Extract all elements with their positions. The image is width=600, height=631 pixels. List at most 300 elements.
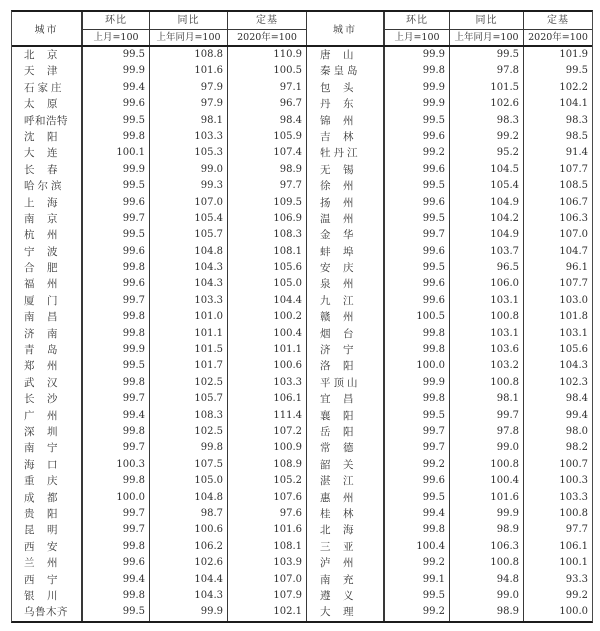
value-fixedbase: 104.7: [559, 245, 588, 257]
city-cell: 大 理: [307, 604, 385, 620]
value-fixedbase: 105.6: [559, 344, 588, 356]
city-cell: 岳 阳: [307, 424, 385, 440]
city-cell: 常 德: [307, 440, 385, 456]
value-yoy: 105.0: [150, 473, 228, 489]
value-yoy: 98.3: [450, 113, 524, 129]
value-fixedbase: 99.5: [565, 65, 588, 77]
value-mom: 99.8: [83, 473, 150, 489]
value-mom: 99.6: [83, 276, 150, 292]
value-yoy: 104.9: [450, 195, 524, 211]
value-fixedbase: 109.5: [228, 195, 307, 211]
header-fixedbase-right-base: 2020年=100: [528, 32, 588, 43]
value-fixedbase: 108.9: [228, 457, 307, 473]
value-mom: 99.4: [385, 506, 450, 522]
value-mom: 99.5: [385, 490, 450, 506]
header-yoy-right-base: 上年同月=100: [454, 32, 519, 43]
value-fixedbase: 107.2: [228, 424, 307, 440]
value-fixedbase: 100.0: [559, 606, 588, 618]
table-row: [12, 63, 592, 79]
table-row: [12, 522, 592, 538]
city-cell: 无 锡: [307, 162, 385, 178]
table-row: [12, 129, 592, 145]
city-cell: 襄 阳: [307, 408, 385, 424]
value-mom: 99.5: [385, 408, 450, 424]
value-yoy: 102.5: [150, 375, 228, 391]
value-mom: 100.4: [385, 539, 450, 555]
city-cell: 呼和浩特: [12, 113, 83, 129]
value-yoy: 104.3: [150, 260, 228, 276]
value-fixedbase: 107.6: [228, 490, 307, 506]
table-row: [12, 555, 592, 571]
value-fixedbase: 107.4: [228, 145, 307, 161]
city-cell: 唐 山: [307, 47, 385, 63]
value-yoy: 101.6: [450, 490, 524, 506]
city-cell: 桂 林: [307, 506, 385, 522]
value-mom: 99.7: [385, 227, 450, 243]
table-row: [12, 244, 592, 260]
value-yoy: 98.1: [150, 113, 228, 129]
value-mom: 99.8: [385, 391, 450, 407]
table-row: [12, 440, 592, 456]
value-yoy: 104.8: [150, 490, 228, 506]
value-mom: 99.6: [385, 293, 450, 309]
city-cell: 宁 波: [12, 244, 83, 260]
header-fixedbase-right-label: 定基: [524, 12, 592, 30]
value-yoy: 99.3: [150, 178, 228, 194]
value-fixedbase: 101.9: [559, 49, 588, 60]
value-fixedbase: 102.2: [559, 81, 588, 93]
city-cell: 福 州: [12, 276, 83, 292]
value-yoy: 101.6: [150, 63, 228, 79]
value-mom: 99.9: [83, 63, 150, 79]
value-mom: 100.0: [385, 358, 450, 374]
value-fixedbase: 107.0: [559, 229, 588, 241]
table-row: [12, 80, 592, 96]
value-fixedbase: 108.3: [228, 227, 307, 243]
value-mom: 99.9: [83, 342, 150, 358]
table-row: [12, 113, 592, 129]
value-yoy: 105.7: [150, 391, 228, 407]
table-row: [12, 178, 592, 194]
city-cell: 温 州: [307, 211, 385, 227]
header-fixedbase-left-label: 定基: [228, 12, 306, 30]
value-yoy: 97.9: [150, 80, 228, 96]
value-mom: 99.8: [83, 424, 150, 440]
city-cell: 哈尔滨: [12, 178, 83, 194]
value-yoy: 101.1: [150, 326, 228, 342]
value-yoy: 108.8: [150, 47, 228, 63]
value-mom: 99.8: [83, 588, 150, 604]
value-yoy: 104.5: [450, 162, 524, 178]
city-cell: 三 亚: [307, 539, 385, 555]
value-mom: 99.6: [83, 96, 150, 112]
city-cell: 厦 门: [12, 293, 83, 309]
city-cell: 秦皇岛: [307, 63, 385, 79]
value-fixedbase: 100.7: [559, 458, 588, 470]
value-yoy: 99.9: [150, 604, 228, 620]
header-fixedbase-left: [228, 12, 307, 45]
city-cell: 北 京: [12, 47, 83, 63]
value-fixedbase: 96.7: [228, 96, 307, 112]
value-yoy: 108.3: [150, 408, 228, 424]
table-row: [12, 309, 592, 325]
value-yoy: 103.2: [450, 358, 524, 374]
header-yoy-left-label: 同比: [150, 12, 227, 30]
value-yoy: 104.4: [150, 572, 228, 588]
value-yoy: 100.8: [450, 457, 524, 473]
value-mom: 99.2: [385, 555, 450, 571]
city-cell: 上 海: [12, 195, 83, 211]
city-cell: 青 岛: [12, 342, 83, 358]
value-yoy: 99.0: [450, 440, 524, 456]
value-fixedbase: 100.1: [559, 557, 588, 569]
value-yoy: 105.4: [150, 211, 228, 227]
table-header: [12, 12, 592, 47]
value-mom: 100.3: [83, 457, 150, 473]
table-row: [12, 375, 592, 391]
value-fixedbase: 98.4: [228, 113, 307, 129]
city-cell: 金 华: [307, 227, 385, 243]
value-yoy: 100.8: [450, 555, 524, 571]
value-fixedbase: 102.1: [228, 604, 307, 620]
value-mom: 99.6: [385, 473, 450, 489]
value-fixedbase: 108.1: [228, 244, 307, 260]
city-cell: 沈 阳: [12, 129, 83, 145]
value-mom: 99.9: [385, 47, 450, 63]
city-cell: 广 州: [12, 408, 83, 424]
city-cell: 济 宁: [307, 342, 385, 358]
value-mom: 99.6: [385, 162, 450, 178]
value-fixedbase: 97.6: [228, 506, 307, 522]
value-fixedbase: 97.1: [228, 80, 307, 96]
city-cell: 武 汉: [12, 375, 83, 391]
value-mom: 99.5: [83, 358, 150, 374]
table-row: [12, 490, 592, 506]
city-cell: 重 庆: [12, 473, 83, 489]
value-mom: 99.5: [83, 47, 150, 63]
value-fixedbase: 98.0: [565, 425, 588, 437]
value-yoy: 101.5: [450, 80, 524, 96]
value-mom: 99.5: [83, 604, 150, 620]
value-mom: 99.7: [83, 391, 150, 407]
table-row: [12, 326, 592, 342]
value-mom: 99.6: [385, 244, 450, 260]
value-mom: 99.8: [83, 539, 150, 555]
value-yoy: 99.5: [450, 47, 524, 63]
value-yoy: 104.3: [150, 276, 228, 292]
header-yoy-left-base: 上年同月=100: [156, 32, 221, 43]
value-fixedbase: 106.1: [559, 540, 588, 552]
value-fixedbase: 100.8: [559, 507, 588, 519]
value-fixedbase: 105.2: [228, 473, 307, 489]
value-mom: 99.2: [385, 604, 450, 620]
value-fixedbase: 106.7: [559, 196, 588, 208]
value-yoy: 95.2: [450, 145, 524, 161]
value-fixedbase: 102.3: [559, 376, 588, 388]
value-yoy: 97.8: [450, 424, 524, 440]
table-row: [12, 358, 592, 374]
value-yoy: 104.3: [150, 588, 228, 604]
city-cell: 丹 东: [307, 96, 385, 112]
value-yoy: 104.8: [150, 244, 228, 260]
value-yoy: 106.3: [450, 539, 524, 555]
value-yoy: 104.9: [450, 227, 524, 243]
value-mom: 99.7: [83, 211, 150, 227]
city-cell: 合 肥: [12, 260, 83, 276]
header-mom-right-label: 环比: [385, 12, 449, 30]
value-mom: 100.1: [83, 145, 150, 161]
value-fixedbase: 108.5: [559, 180, 588, 192]
value-fixedbase: 111.4: [228, 408, 307, 424]
table-row: [12, 260, 592, 276]
city-cell: 西 宁: [12, 572, 83, 588]
city-cell: 宜 昌: [307, 391, 385, 407]
value-mom: 99.7: [83, 506, 150, 522]
value-yoy: 103.6: [450, 342, 524, 358]
city-cell: 洛 阳: [307, 358, 385, 374]
city-cell: 太 原: [12, 96, 83, 112]
value-mom: 99.5: [385, 178, 450, 194]
value-mom: 99.9: [83, 162, 150, 178]
city-cell: 石家庄: [12, 80, 83, 96]
value-mom: 99.9: [385, 80, 450, 96]
table-body: [12, 47, 592, 621]
city-cell: 杭 州: [12, 227, 83, 243]
value-fixedbase: 103.0: [559, 294, 588, 306]
city-cell: 安 庆: [307, 260, 385, 276]
value-fixedbase: 98.4: [565, 393, 588, 405]
value-fixedbase: 91.4: [565, 147, 588, 159]
value-yoy: 102.6: [150, 555, 228, 571]
value-mom: 99.7: [83, 293, 150, 309]
city-cell: 北 海: [307, 522, 385, 538]
value-yoy: 94.8: [450, 572, 524, 588]
value-mom: 99.6: [83, 555, 150, 571]
value-yoy: 107.0: [150, 195, 228, 211]
value-fixedbase: 103.9: [228, 555, 307, 571]
city-cell: 郑 州: [12, 358, 83, 374]
table-row: [12, 572, 592, 588]
value-mom: 99.8: [83, 326, 150, 342]
header-mom-right-base: 上月=100: [394, 32, 440, 43]
value-yoy: 102.6: [450, 96, 524, 112]
value-yoy: 103.1: [450, 326, 524, 342]
city-cell: 西 安: [12, 539, 83, 555]
value-fixedbase: 105.9: [228, 129, 307, 145]
value-mom: 99.4: [83, 572, 150, 588]
value-yoy: 99.8: [150, 440, 228, 456]
price-index-table: [11, 10, 593, 623]
city-cell: 泸 州: [307, 555, 385, 571]
header-city-right: [307, 12, 385, 45]
city-cell: 吉 林: [307, 129, 385, 145]
value-fixedbase: 98.9: [228, 162, 307, 178]
value-fixedbase: 104.3: [559, 360, 588, 372]
value-yoy: 107.5: [150, 457, 228, 473]
value-mom: 99.8: [83, 260, 150, 276]
header-city-right-label: 城市: [333, 25, 357, 36]
table-row: [12, 539, 592, 555]
city-cell: 惠 州: [307, 490, 385, 506]
city-cell: 韶 关: [307, 457, 385, 473]
value-fixedbase: 105.6: [228, 260, 307, 276]
value-fixedbase: 108.1: [228, 539, 307, 555]
value-mom: 99.5: [385, 260, 450, 276]
table-row: [12, 424, 592, 440]
table-row: [12, 588, 592, 604]
value-yoy: 106.0: [450, 276, 524, 292]
value-fixedbase: 107.0: [228, 572, 307, 588]
city-cell: 南 充: [307, 572, 385, 588]
header-mom-left: [83, 12, 150, 45]
value-yoy: 102.5: [150, 424, 228, 440]
header-mom-left-base: 上月=100: [93, 32, 139, 43]
table-row: [12, 47, 592, 63]
value-mom: 99.4: [83, 408, 150, 424]
table-row: [12, 162, 592, 178]
value-mom: 99.1: [385, 572, 450, 588]
city-cell: 乌鲁木齐: [12, 604, 83, 620]
value-mom: 99.8: [83, 129, 150, 145]
value-yoy: 99.9: [450, 506, 524, 522]
value-fixedbase: 100.9: [228, 440, 307, 456]
value-mom: 99.8: [83, 309, 150, 325]
city-cell: 锦 州: [307, 113, 385, 129]
city-cell: 长 春: [12, 162, 83, 178]
city-cell: 徐 州: [307, 178, 385, 194]
value-mom: 99.9: [385, 96, 450, 112]
value-yoy: 103.1: [450, 293, 524, 309]
value-yoy: 106.2: [150, 539, 228, 555]
city-cell: 遵 义: [307, 588, 385, 604]
city-cell: 平顶山: [307, 375, 385, 391]
table-row: [12, 408, 592, 424]
value-mom: 99.6: [385, 195, 450, 211]
value-mom: 99.8: [385, 326, 450, 342]
value-fixedbase: 104.4: [228, 293, 307, 309]
value-fixedbase: 98.3: [565, 114, 588, 126]
table-row: [12, 391, 592, 407]
value-yoy: 105.7: [150, 227, 228, 243]
value-fixedbase: 99.2: [565, 589, 588, 601]
value-fixedbase: 100.3: [559, 475, 588, 487]
value-yoy: 104.2: [450, 211, 524, 227]
value-fixedbase: 98.5: [565, 130, 588, 142]
value-mom: 100.0: [83, 490, 150, 506]
value-mom: 99.9: [385, 375, 450, 391]
table-row: [12, 211, 592, 227]
value-fixedbase: 103.3: [228, 375, 307, 391]
city-cell: 蚌 埠: [307, 244, 385, 260]
city-cell: 包 头: [307, 80, 385, 96]
value-fixedbase: 110.9: [228, 47, 307, 63]
value-yoy: 103.3: [150, 129, 228, 145]
city-cell: 贵 阳: [12, 506, 83, 522]
table-row: [12, 227, 592, 243]
value-fixedbase: 106.9: [228, 211, 307, 227]
value-mom: 99.4: [83, 80, 150, 96]
table-row: [12, 96, 592, 112]
table-row: [12, 473, 592, 489]
value-yoy: 100.4: [450, 473, 524, 489]
table-row: [12, 342, 592, 358]
table-row: [12, 276, 592, 292]
table-row: [12, 506, 592, 522]
value-mom: 99.6: [385, 276, 450, 292]
city-cell: 烟 台: [307, 326, 385, 342]
value-yoy: 98.1: [450, 391, 524, 407]
value-mom: 99.5: [385, 211, 450, 227]
city-cell: 南 京: [12, 211, 83, 227]
value-yoy: 101.7: [150, 358, 228, 374]
value-fixedbase: 97.7: [565, 524, 588, 536]
header-fixedbase-right: [524, 12, 592, 45]
value-mom: 99.7: [83, 440, 150, 456]
city-cell: 深 圳: [12, 424, 83, 440]
table-row: [12, 145, 592, 161]
value-yoy: 100.6: [150, 522, 228, 538]
value-mom: 99.8: [385, 63, 450, 79]
value-fixedbase: 97.7: [228, 178, 307, 194]
value-mom: 99.5: [83, 178, 150, 194]
table-row: [12, 604, 592, 620]
table-row: [12, 457, 592, 473]
value-mom: 99.6: [83, 195, 150, 211]
value-fixedbase: 106.3: [559, 212, 588, 224]
city-cell: 银 川: [12, 588, 83, 604]
value-fixedbase: 101.6: [228, 522, 307, 538]
value-yoy: 96.5: [450, 260, 524, 276]
value-yoy: 105.3: [150, 145, 228, 161]
value-fixedbase: 96.1: [565, 262, 588, 274]
value-fixedbase: 107.9: [228, 588, 307, 604]
city-cell: 南 宁: [12, 440, 83, 456]
value-yoy: 100.8: [450, 309, 524, 325]
header-yoy-right-label: 同比: [450, 12, 523, 30]
value-yoy: 99.0: [150, 162, 228, 178]
value-fixedbase: 103.3: [559, 491, 588, 503]
header-city-left: [12, 12, 83, 45]
value-mom: 99.7: [385, 424, 450, 440]
value-fixedbase: 107.7: [559, 163, 588, 175]
value-yoy: 98.9: [450, 522, 524, 538]
city-cell: 扬 州: [307, 195, 385, 211]
value-yoy: 98.9: [450, 604, 524, 620]
value-fixedbase: 100.4: [228, 326, 307, 342]
value-fixedbase: 98.2: [565, 442, 588, 454]
city-cell: 南 昌: [12, 309, 83, 325]
city-cell: 长 沙: [12, 391, 83, 407]
header-mom-left-label: 环比: [83, 12, 149, 30]
value-fixedbase: 101.1: [228, 342, 307, 358]
value-mom: 99.2: [385, 457, 450, 473]
value-yoy: 98.7: [150, 506, 228, 522]
header-city-left-label: 城市: [34, 25, 59, 36]
value-mom: 99.7: [83, 522, 150, 538]
value-mom: 99.5: [385, 588, 450, 604]
city-cell: 成 都: [12, 490, 83, 506]
city-cell: 湛 江: [307, 473, 385, 489]
value-mom: 99.5: [83, 227, 150, 243]
value-fixedbase: 107.7: [559, 278, 588, 290]
value-fixedbase: 99.4: [565, 409, 588, 421]
header-fixedbase-left-base: 2020年=100: [237, 32, 297, 43]
value-mom: 99.8: [385, 522, 450, 538]
value-yoy: 100.8: [450, 375, 524, 391]
header-mom-right: [385, 12, 450, 45]
city-cell: 海 口: [12, 457, 83, 473]
value-mom: 99.2: [385, 145, 450, 161]
